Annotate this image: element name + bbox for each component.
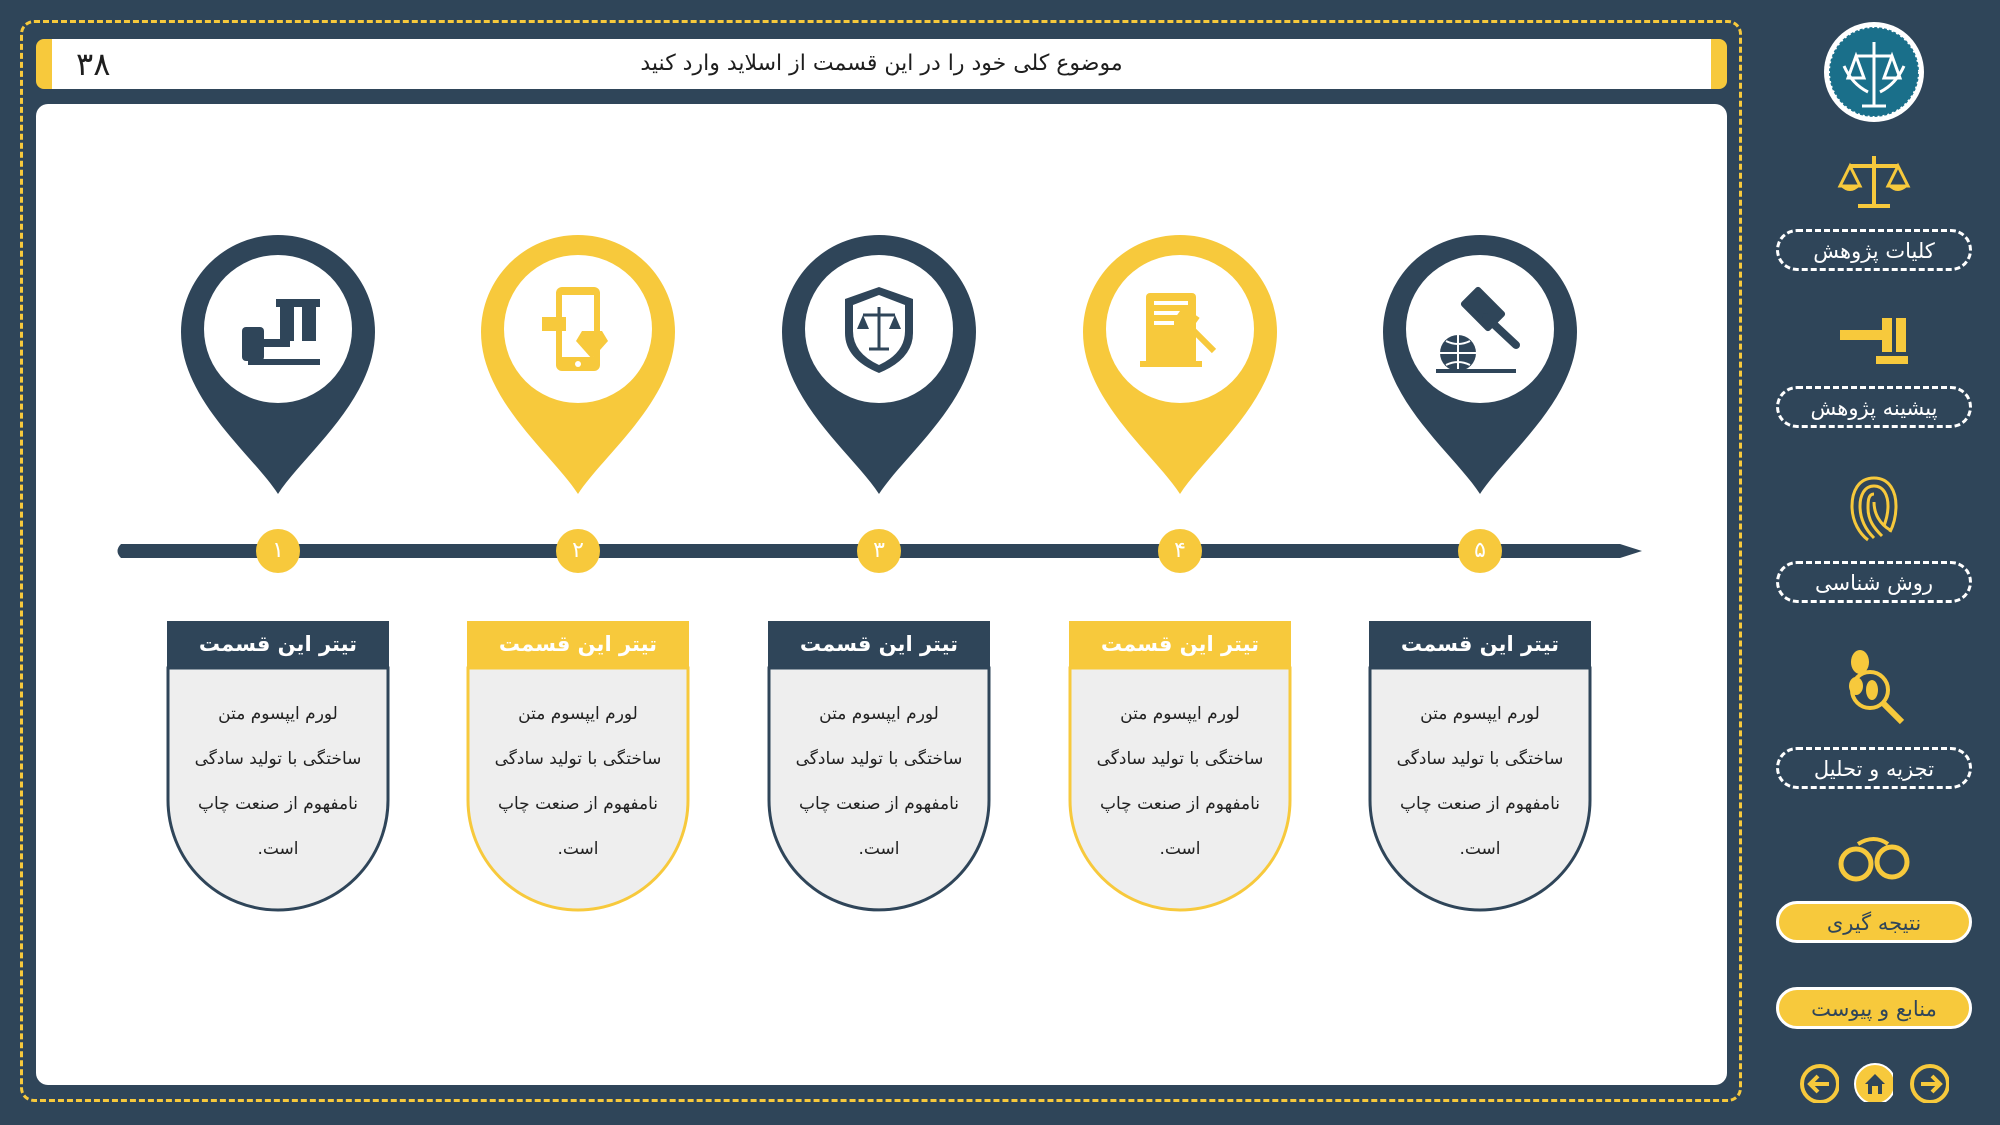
card-body: [183, 692, 373, 872]
card-body-line: لورم ایپسوم متن: [218, 704, 338, 724]
card-body-line: لورم ایپسوم متن: [1420, 704, 1540, 724]
card-body-line: است.: [858, 839, 900, 859]
map-pin-step-5: [1383, 235, 1577, 494]
arrow-left-icon[interactable]: [1799, 1063, 1839, 1103]
card-body: [483, 692, 673, 872]
card-title: تیتر این قسمت: [498, 632, 658, 656]
card-body-line: لورم ایپسوم متن: [518, 704, 638, 724]
card-body-line: لورم ایپسوم متن: [819, 704, 939, 724]
card-body: [1385, 692, 1575, 872]
step-number: ۴: [1174, 538, 1186, 563]
card-body-line: نامفهوم از صنعت چاپ: [1099, 794, 1261, 814]
card-body-line: ساختگی با تولید سادگی: [1396, 749, 1564, 769]
card-body-line: نامفهوم از صنعت چاپ: [1399, 794, 1561, 814]
step-number: ۳: [873, 538, 885, 563]
sidebar-item-literature[interactable]: پیشینه پژوهش: [1776, 386, 1972, 428]
card-title: تیتر این قسمت: [1400, 632, 1560, 656]
card-body-line: است.: [1459, 839, 1501, 859]
card-body-line: نامفهوم از صنعت چاپ: [197, 794, 359, 814]
card-body-line: نامفهوم از صنعت چاپ: [798, 794, 960, 814]
card-body-line: نامفهوم از صنعت چاپ: [497, 794, 659, 814]
map-pin-step-4: [1083, 235, 1277, 494]
map-pin-step-1: [181, 235, 375, 494]
university-logo[interactable]: [1822, 20, 1926, 124]
card-body-line: لورم ایپسوم متن: [1120, 704, 1240, 724]
map-pin-step-2: [481, 235, 675, 494]
step-number: ۱: [272, 538, 284, 563]
card-title: تیتر این قسمت: [799, 632, 959, 656]
card-body-line: ساختگی با تولید سادگی: [494, 749, 662, 769]
sidebar-item-methodology[interactable]: روش شناسی: [1776, 561, 1972, 603]
home-icon[interactable]: [1853, 1062, 1893, 1102]
gavel-icon: [1836, 312, 1912, 368]
sidebar-item-research-overview[interactable]: کلیات پژوهش: [1776, 229, 1972, 271]
step-number: ۲: [572, 538, 584, 563]
sidebar-item-references[interactable]: منابع و پیوست: [1776, 987, 1972, 1029]
map-pin-step-3: [782, 235, 976, 494]
card-body-line: است.: [557, 839, 599, 859]
card-body-line: ساختگی با تولید سادگی: [1096, 749, 1264, 769]
arrow-right-icon[interactable]: [1909, 1063, 1949, 1103]
card-body-line: است.: [1159, 839, 1201, 859]
fingerprint-icon: [1846, 472, 1902, 544]
step-number: ۵: [1474, 538, 1486, 563]
scales-icon: [1836, 152, 1912, 212]
sidebar-item-analysis[interactable]: تجزیه و تحلیل: [1776, 747, 1972, 789]
card-body: [1085, 692, 1275, 872]
footprint-magnifier-icon: [1838, 646, 1908, 726]
slide-title: موضوع کلی خود را در این قسمت از اسلاید وارد کنید: [640, 51, 1123, 76]
card-title: تیتر این قسمت: [198, 632, 358, 656]
slide-number: ۳۸: [76, 45, 111, 83]
card-body-line: ساختگی با تولید سادگی: [795, 749, 963, 769]
card-body-line: است.: [257, 839, 299, 859]
card-body: [784, 692, 974, 872]
sidebar-item-conclusion[interactable]: نتیجه گیری: [1776, 901, 1972, 943]
card-title: تیتر این قسمت: [1100, 632, 1260, 656]
handcuffs-icon: [1836, 830, 1912, 886]
card-body-line: ساختگی با تولید سادگی: [194, 749, 362, 769]
